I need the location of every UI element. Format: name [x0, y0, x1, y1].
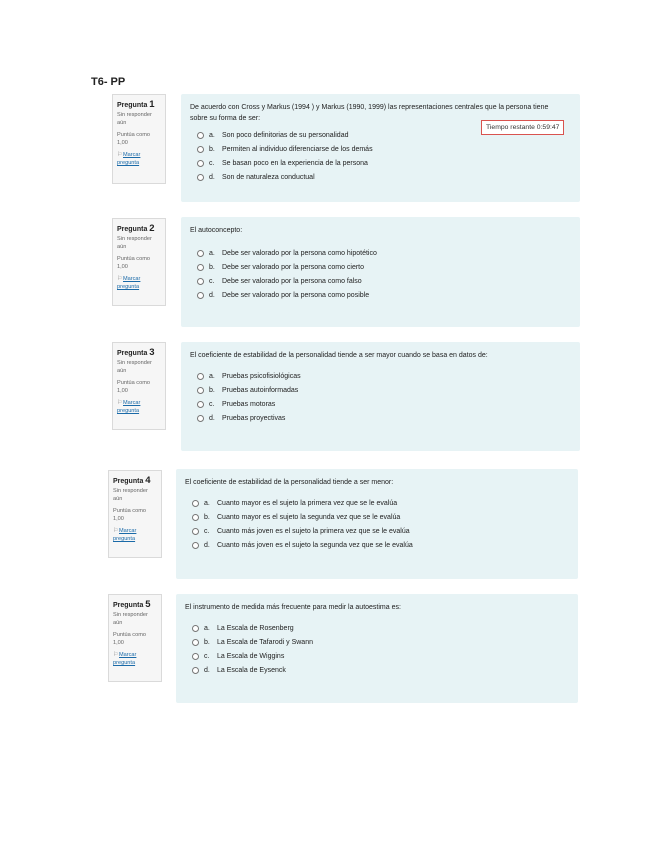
radio-button[interactable] — [192, 653, 199, 660]
question-status: Sin responder aún — [117, 112, 152, 126]
radio-button[interactable] — [197, 401, 204, 408]
flag-question-link[interactable]: ⚐Marcar pregunta — [117, 276, 141, 290]
flag-icon: ⚐ — [117, 276, 123, 283]
question-score: Puntúa como 1,00 — [113, 632, 146, 646]
answer-option[interactable]: b. Pruebas autoinformadas — [190, 384, 571, 398]
answer-list — [185, 622, 569, 678]
question-info — [108, 470, 162, 558]
answer-option[interactable]: a. Pruebas psicofisiológicas — [190, 370, 571, 384]
answer-option[interactable]: c. Pruebas motoras — [190, 398, 571, 412]
answer-list — [190, 370, 571, 426]
question-heading: Pregunta 4 — [113, 475, 151, 486]
question-content — [181, 342, 580, 451]
question-text: El coeficiente de estabilidad de la personalidad tiende a ser mayor cuando se basa en datos de: — [190, 352, 488, 359]
question-score: Puntúa como 1,00 — [117, 256, 150, 270]
radio-button[interactable] — [197, 387, 204, 394]
question-score: Puntúa como 1,00 — [113, 508, 146, 522]
question-text: El coeficiente de estabilidad de la personalidad tiende a ser menor: — [185, 479, 394, 486]
radio-button[interactable] — [197, 146, 204, 153]
radio-button[interactable] — [192, 528, 199, 535]
question-status: Sin responder aún — [113, 612, 148, 626]
answer-option[interactable]: b. Debe ser valorado por la persona como cierto — [190, 261, 571, 275]
question-info — [112, 218, 166, 306]
answer-option[interactable]: d. La Escala de Eysenck — [185, 664, 569, 678]
question-text: De acuerdo con Cross y Markus (1994 ) y Markus (1990, 1999) las representaciones centrales que la persona tiene sobre su forma de ser: — [190, 104, 549, 122]
radio-button[interactable] — [197, 278, 204, 285]
answer-option[interactable]: b. La Escala de Tafarodi y Swann — [185, 636, 569, 650]
answer-option[interactable]: c. La Escala de Wiggins — [185, 650, 569, 664]
flag-question-link[interactable]: ⚐Marcar pregunta — [113, 652, 137, 666]
answer-option[interactable]: c. Se basan poco en la experiencia de la persona — [190, 156, 571, 170]
flag-question-link[interactable]: ⚐Marcar pregunta — [113, 528, 137, 542]
answer-option[interactable]: b. Cuanto mayor es el sujeto la segunda vez que se le evalúa — [185, 511, 569, 525]
radio-button[interactable] — [197, 292, 204, 299]
question-content — [181, 94, 580, 202]
answer-option[interactable]: c. Cuanto más joven es el sujeto la primera vez que se le evalúa — [185, 525, 569, 539]
radio-button[interactable] — [197, 264, 204, 271]
answer-option[interactable]: d. Pruebas proyectivas — [190, 412, 571, 426]
radio-button[interactable] — [197, 373, 204, 380]
question-info — [112, 342, 166, 430]
time-remaining-badge: Tiempo restante 0:59:47 — [481, 120, 564, 135]
question-text: El autoconcepto: — [190, 227, 243, 234]
page-title: T6- PP — [91, 76, 126, 88]
flag-icon: ⚐ — [113, 652, 119, 659]
flag-question-link[interactable]: ⚐Marcar pregunta — [117, 400, 141, 414]
question-score: Puntúa como 1,00 — [117, 380, 150, 394]
answer-option[interactable]: b. Permiten al individuo diferenciarse de los demás — [190, 142, 571, 156]
question-content — [176, 594, 578, 703]
answer-list — [190, 128, 571, 184]
radio-button[interactable] — [192, 639, 199, 646]
answer-option[interactable]: a. Debe ser valorado por la persona como hipotético — [190, 247, 571, 261]
question-heading: Pregunta 2 — [117, 223, 155, 234]
question-info — [112, 94, 166, 184]
radio-button[interactable] — [197, 174, 204, 181]
answer-option[interactable]: a. Son poco definitorias de su personalidad — [190, 128, 571, 142]
radio-button[interactable] — [192, 542, 199, 549]
answer-option[interactable]: d. Debe ser valorado por la persona como posible — [190, 289, 571, 303]
flag-icon: ⚐ — [113, 528, 119, 535]
radio-button[interactable] — [192, 500, 199, 507]
flag-question-link[interactable]: ⚐Marcar pregunta — [117, 152, 141, 166]
answer-option[interactable]: a. Cuanto mayor es el sujeto la primera vez que se le evalúa — [185, 497, 569, 511]
radio-button[interactable] — [197, 160, 204, 167]
question-heading: Pregunta 5 — [113, 599, 151, 610]
question-score: Puntúa como 1,00 — [117, 132, 150, 146]
answer-option[interactable]: a. La Escala de Rosenberg — [185, 622, 569, 636]
flag-icon: ⚐ — [117, 152, 123, 159]
question-info — [108, 594, 162, 682]
radio-button[interactable] — [192, 667, 199, 674]
radio-button[interactable] — [192, 625, 199, 632]
question-heading: Pregunta 1 — [117, 99, 155, 110]
question-content — [181, 217, 580, 327]
question-status: Sin responder aún — [113, 488, 148, 502]
answer-list — [190, 247, 571, 303]
answer-option[interactable]: c. Debe ser valorado por la persona como falso — [190, 275, 571, 289]
answer-list — [185, 497, 569, 553]
flag-icon: ⚐ — [117, 400, 123, 407]
answer-option[interactable]: d. Son de naturaleza conductual — [190, 170, 571, 184]
question-content — [176, 469, 578, 579]
question-text: El instrumento de medida más frecuente para medir la autoestima es: — [185, 604, 401, 611]
radio-button[interactable] — [197, 132, 204, 139]
question-heading: Pregunta 3 — [117, 347, 155, 358]
question-status: Sin responder aún — [117, 236, 152, 250]
answer-option[interactable]: d. Cuanto más joven es el sujeto la segunda vez que se le evalúa — [185, 539, 569, 553]
radio-button[interactable] — [197, 250, 204, 257]
question-status: Sin responder aún — [117, 360, 152, 374]
radio-button[interactable] — [197, 415, 204, 422]
radio-button[interactable] — [192, 514, 199, 521]
